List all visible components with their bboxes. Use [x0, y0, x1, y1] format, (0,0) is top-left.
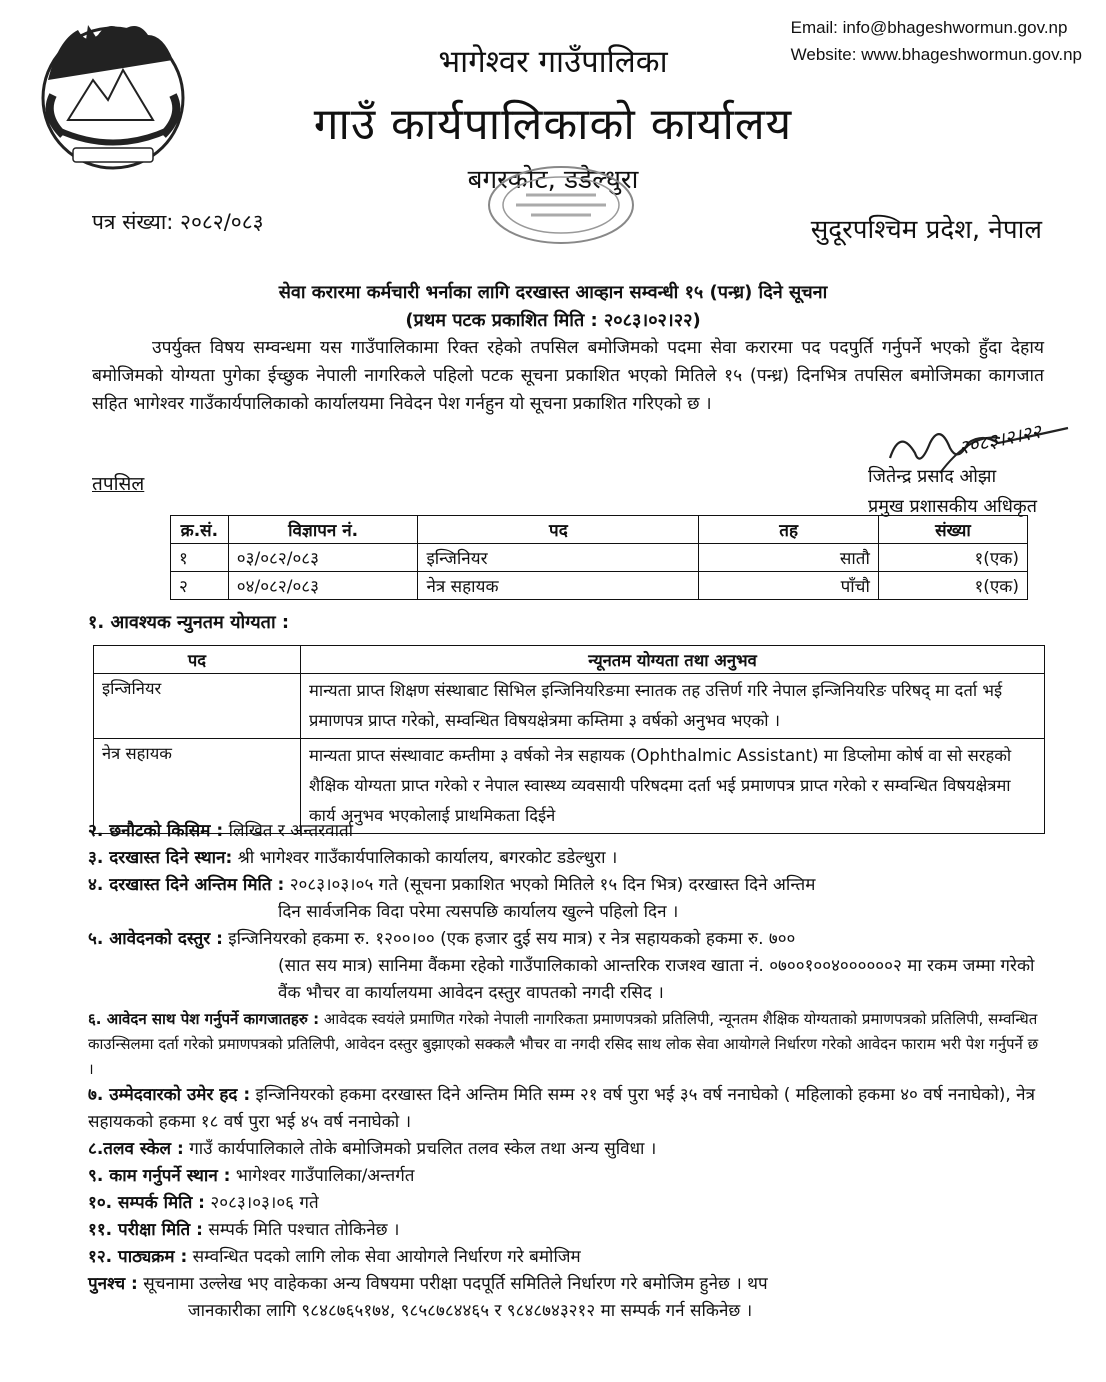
item-label: १२. पाठ्यक्रम : — [88, 1247, 188, 1267]
col-post: पद — [418, 516, 699, 544]
vacancy-table — [170, 515, 1028, 600]
col-count: संख्या — [878, 516, 1027, 544]
item-label: २. छनौटको किसिम : — [88, 821, 224, 841]
list-item — [88, 1007, 1048, 1082]
item-label: ९. काम गर्नुपर्ने स्थान : — [88, 1166, 231, 1186]
list-item — [88, 1244, 1048, 1271]
item-label: ११. परीक्षा मिति : — [88, 1220, 203, 1240]
cell: १(एक) — [878, 572, 1027, 600]
table-row — [171, 544, 1028, 572]
office-name: गाउँ कार्यपालिकाको कार्यालय — [313, 99, 793, 150]
province-name: सुदूरपश्चिम प्रदेश, नेपाल — [810, 215, 1042, 245]
cell: इन्जिनियर — [418, 544, 699, 572]
municipality-name: भागेश्वर गाउँपालिका — [438, 44, 668, 80]
list-item — [88, 1271, 1048, 1298]
cell: इन्जिनियर — [94, 674, 301, 739]
list-item — [88, 845, 1048, 872]
list-item — [88, 1136, 1048, 1163]
qualification-table-header — [94, 646, 1045, 674]
vacancy-table-header — [171, 516, 1028, 544]
cell: १ — [171, 544, 229, 572]
notice-title: सेवा करारमा कर्मचारी भर्नाका लागि दरखास्त आव्हान सम्वन्धी १५ (पन्ध्र) दिने सूचना — [278, 282, 828, 303]
reference-number: पत्र संख्या: २०८२/०८३ — [92, 210, 264, 234]
signatory-designation: प्रमुख प्रशासकीय अधिकृत — [868, 496, 1037, 517]
col-sn: क्र.सं. — [171, 516, 229, 544]
item-label: ५. आवेदनको दस्तुर : — [88, 929, 223, 949]
item-text: लिखित र अन्तरवार्ता — [228, 821, 354, 841]
cell: ०३/०८२/०८३ — [228, 544, 418, 572]
signatory-name: जितेन्द्र प्रसाद ओझा — [868, 466, 997, 487]
cell: पाँचौ — [699, 572, 879, 600]
qualification-table — [93, 645, 1045, 834]
item-text: सम्पर्क मिति पश्चात तोकिनेछ । — [208, 1220, 400, 1240]
item-label: ७. उम्मेदवारको उमेर हद : — [88, 1085, 251, 1105]
list-item-continuation: दिन सार्वजनिक विदा परेमा त्यसपछि कार्यालय खुल्ने पहिलो दिन । — [278, 902, 679, 922]
signatory-block — [868, 462, 1037, 522]
list-item — [88, 872, 1048, 899]
list-item-continuation: (सात सय मात्र) सानिमा वैंकमा रहेको गाउँपालिकाको आन्तरिक राजश्व खाता नं. ०७००१००४००००००२ मा रकम जम्मा गरेको वैंक भौचर वा कार्यालयमा आवेदन दस्तुर वापतको नगदी रसिद । — [278, 956, 1035, 1003]
list-item — [88, 926, 1048, 953]
cell: मान्यता प्राप्त शिक्षण संस्थाबाट सिभिल इन्जिनियरिङमा स्नातक तह उत्तिर्ण गरि नेपाल इन्जिनियरिङ परिषद् मा दर्ता भई प्रमाणपत्र प्राप्त गरेको, सम्वन्धित विषयक्षेत्रमा कम्तिमा ३ वर्षको अनुभव भएको । — [301, 674, 1045, 739]
cell: १(एक) — [878, 544, 1027, 572]
cell: नेत्र सहायक — [418, 572, 699, 600]
item-text: आवेदक स्वयंले प्रमाणित गरेको नेपाली नागरिकता प्रमाणपत्रको प्रतिलिपी, न्यूनतम शैक्षिक योग्यताको प्रमाणपत्रको प्रतिलिपी, सम्वन्धित काउन्सिलमा दर्ता गरेको प्रमाणपत्रको प्रतिलिपी, आवेदन दस्तुर बुझाएको सक्कलै भौचर वा नगदी रसिद साथ लोक सेवा आयोगले निर्धारण गरेको आवेदन फाराम भरी पेश गर्नुपर्ने छ । — [88, 1010, 1039, 1078]
col-level: तह — [699, 516, 879, 544]
cell: मान्यता प्राप्त संस्थावाट कम्तीमा ३ वर्षको नेत्र सहायक (Ophthalmic Assistant) मा डिप्लोमा कोर्ष वा सो सरहको शैक्षिक योग्यता प्राप्त गरेको र नेपाल स्वास्थ्य व्यवसायी परिषदमा दर्ता भई प्रमाणपत्र प्राप्त गरेको र सम्वन्धित विषयक्षेत्रमा कार्य अनुभव भएकोलाई प्राथमिकता दिईने — [301, 739, 1045, 834]
cell: नेत्र सहायक — [94, 739, 301, 834]
list-item-continuation: जानकारीका लागि ९८४८७६५१७४, ९८५८७८४४६५ र ९८४८७४३२१२ मा सम्पर्क गर्न सकिनेछ । — [188, 1301, 753, 1321]
item-label: १०. सम्पर्क मिति : — [88, 1193, 205, 1213]
email-text: Email: info@bhageshwormun.gov.np — [790, 18, 1068, 37]
notice-body: उपर्युक्त विषय सम्वन्धमा यस गाउँपालिकामा रिक्त रहेको तपसिल बमोजिमको पदमा सेवा करारमा पद पदपुर्ति गर्नुपर्ने भएको हुँदा देहाय बमोजिमको योग्यता पुगेका ईच्छुक नेपाली नागरिकले पहिलो पटक सूचना प्रकाशित भएको मितिले १५ (पन्ध्र) दिनभित्र तपसिल बमोजिमका कागजात सहित भागेश्वर गाउँकार्यपालिकाको कार्यालयमा निवेदन पेश गर्नहुन यो सूचना प्रकाशित गरिएको छ । — [92, 338, 1044, 414]
table-row — [171, 572, 1028, 600]
office-stamp-icon — [476, 150, 646, 250]
list-item — [88, 1082, 1048, 1136]
item-label: ८.तलव स्केल : — [88, 1139, 184, 1159]
cell: ०४/०८२/०८३ — [228, 572, 418, 600]
list-item — [88, 1163, 1048, 1190]
item-text: इन्जिनियरको हकमा दरखास्त दिने अन्तिम मिति सम्म २१ वर्ष पुरा भई ३५ वर्ष ननाघेको ( महिलाको हकमा ४० वर्ष ननाघेको), नेत्र सहायकको हकमा १८ वर्ष पुरा भई ४५ वर्ष ननाघेको । — [88, 1085, 1036, 1132]
qualification-heading: १. आवश्यक न्युनतम योग्यता : — [88, 612, 290, 633]
cell: २ — [171, 572, 229, 600]
notice-published-date: (प्रथम पटक प्रकाशित मिति : २०८३।०२।२२) — [405, 310, 701, 331]
item-label: ६. आवेदन साथ पेश गर्नुपर्ने कागजातहरु : — [88, 1010, 320, 1028]
item-text: २०८३।०३।०५ गते (सूचना प्रकाशित भएको मितिले १५ दिन भित्र) दरखास्त दिने अन्तिम — [289, 875, 816, 895]
notice-items — [88, 818, 1048, 1325]
table-row — [94, 674, 1045, 739]
list-item — [88, 1217, 1048, 1244]
website-text: Website: www.bhageshwormun.gov.np — [790, 45, 1082, 64]
col-post: पद — [94, 646, 301, 674]
office-address: बगरकोट, डडेल्धुरा — [467, 165, 639, 195]
item-label: पुनश्च : — [88, 1274, 138, 1294]
tapasil-label: तपसिल — [92, 473, 145, 495]
list-item — [88, 1190, 1048, 1217]
item-label: ४. दरखास्त दिने अन्तिम मिति : — [88, 875, 285, 895]
signature-date: २०८३।२।२२ — [956, 420, 1044, 460]
item-text: गाउँ कार्यपालिकाले तोके बमोजिमको प्रचलित तलव स्केल तथा अन्य सुविधा । — [189, 1139, 657, 1159]
item-text: भागेश्वर गाउँपालिका/अन्तर्गत — [235, 1166, 415, 1186]
item-text: २०८३।०३।०६ गते — [210, 1193, 319, 1213]
item-text: इन्जिनियरको हकमा रु. १२००।०० (एक हजार दुई सय मात्र) र नेत्र सहायकको हकमा रु. ७०० — [228, 929, 796, 949]
col-requirement: न्यूनतम योग्यता तथा अनुभव — [301, 646, 1045, 674]
item-label: ३. दरखास्त दिने स्थान: — [88, 848, 233, 868]
list-item — [88, 818, 1048, 845]
col-adv-no: विज्ञापन नं. — [228, 516, 418, 544]
item-text: सम्वन्धित पदको लागि लोक सेवा आयोगले निर्धारण गरे बमोजिम — [192, 1247, 581, 1267]
item-text: सूचनामा उल्लेख भए वाहेकका अन्य विषयमा परीक्षा पदपूर्ति समितिले निर्धारण गरे बमोजिम हुनेछ । थप — [143, 1274, 768, 1294]
cell: सातौ — [699, 544, 879, 572]
item-text: श्री भागेश्वर गाउँकार्यपालिकाको कार्यालय, बगरकोट डडेल्धुरा । — [237, 848, 618, 868]
